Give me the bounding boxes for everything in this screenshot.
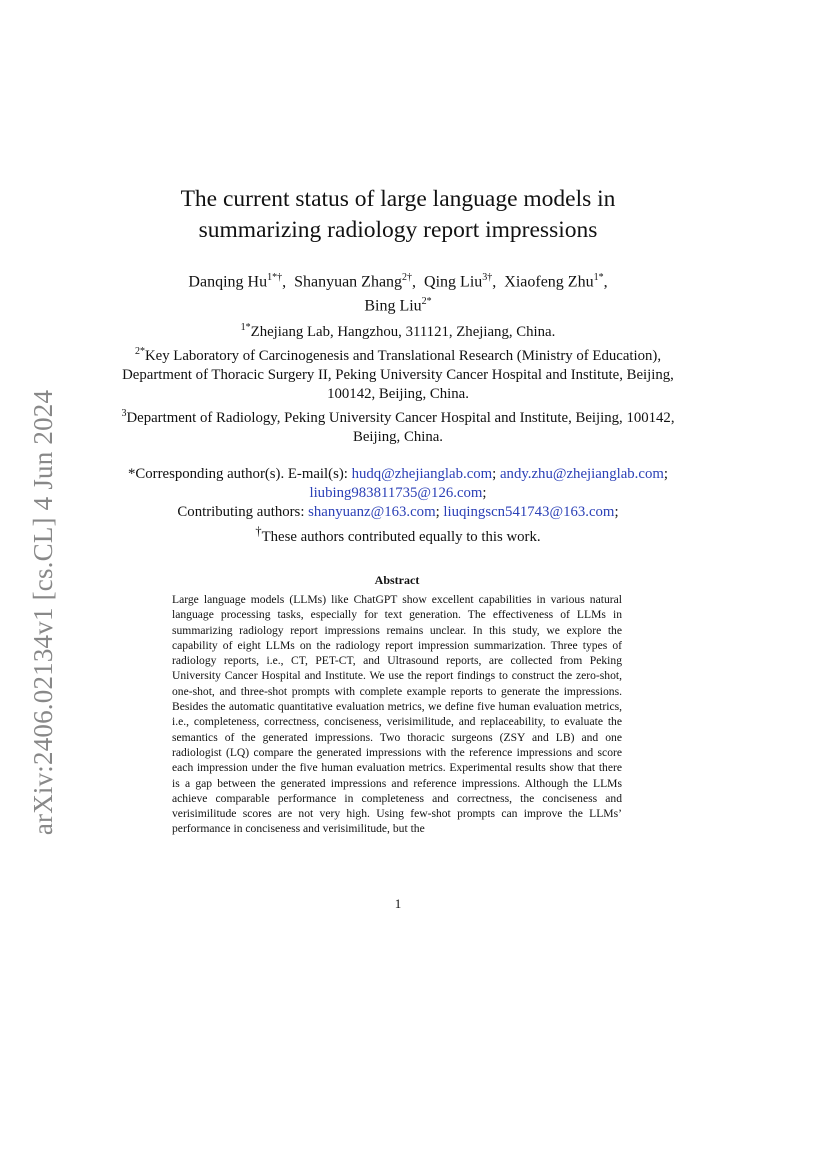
author-list: Danqing $Hu^{1*\dagger}$, Shanyuan Zhang$^{2\dagger}$, Qing Liu$^{3\dagger}$, Xiaofeng Zhu$^{1*}$, Bing Liu$^{2*}$ (188, 272, 608, 315)
affiliation-text: Key Laboratory of Carcinogenesis and Translational Research (Ministry of Education), Department of Thoracic Surgery II, Peking University Cancer Hospital and Institute, Beijing, 100142, Beijing, China. (122, 347, 674, 402)
email-link[interactable]: liuqingscn541743@163.com (443, 504, 615, 520)
affiliation-list (120, 318, 676, 447)
abstract-body: Large language models (LLMs) like ChatGPT show excellent capabilities in various natural language processing tasks, especially for text generation. The effectiveness of LLMs in summarizing radiology report impressions remains unclear. In this study, we explore the capability of eight LLMs on the radiology report impression summarization. Three types of radiology reports, i.e., CT, PET-CT, and Ultrasound reports, are collected from Peking University Cancer Hospital and Institute. We use the report findings to construct the zero-shot, one-shot, and three-shot prompts with complete example reports to generate the impressions. Besides the automatic quantitative evaluation metrics, we define five human evaluation metrics, i.e., completeness, correctness, conciseness, verisimilitude, and replaceability, to evaluate the semantics of the generated impressions. Two thoracic surgeons (ZSY and LB) and one radiologist (LQ) compare the generated impressions with the reference impressions and score each impression under the five human evaluation metrics. Experimental results show that there is a gap between the generated impressions and reference impressions. Although the LLMs achieve comparable performance in completeness and correctness, the conciseness and verisimilitude scores are not very high. Using few-shot prompts can improve the LLMs’ performance in conciseness and verisimilitude, but the (172, 593, 622, 836)
author-name: Bing Liu (364, 297, 422, 315)
author-name: Qing Liu (424, 273, 483, 291)
affiliation (120, 404, 676, 447)
arxiv-identifier-stamp (22, 378, 66, 846)
abstract-heading: Abstract (374, 573, 420, 587)
affiliation (120, 318, 676, 342)
email-link[interactable]: andy.zhu@zhejianglab.com (499, 466, 664, 482)
author-mark: 1*† (267, 272, 283, 283)
affiliation-text: Zhejiang Lab, Hangzhou, 311121, Zhejiang, China. (250, 323, 556, 340)
author-name: Shanyuan Zhang (294, 273, 403, 291)
paper-title: The current status of large language models in summarizing radiology report impressions (180, 186, 616, 243)
correspondence-block (120, 465, 676, 547)
corresponding-label: *Corresponding author(s). E-mail(s): (128, 466, 348, 482)
contributing-label: Contributing authors: (177, 504, 305, 520)
equal-contribution-note (120, 522, 676, 547)
email-link[interactable]: shanyuanz@163.com (308, 504, 436, 520)
arxiv-identifier-text: arXiv:2406.02134v1 [cs.CL] 4 Jun 2024 (28, 389, 59, 835)
author-mark: 2* (421, 296, 432, 308)
email-link[interactable]: liubing983811735@126.com (309, 485, 483, 501)
corresponding-line: *Corresponding author(s). E-mail(s): hudq@zhejianglab.com; andy.zhu@zhejianglab.com; liubing983811735@126.com; (128, 466, 668, 501)
affiliation-text: Department of Radiology, Peking University Cancer Hospital and Institute, Beijing, 100142, Beijing, China. (126, 409, 675, 445)
author-mark: 1* (593, 272, 604, 283)
contributing-line: Contributing authors: shanyuanz@163.com; liuqingscn541743@163.com; (177, 504, 619, 520)
equal-contribution-text: These authors contributed equally to this work. (261, 528, 541, 545)
affiliation-mark: 1* (240, 322, 251, 333)
author-name: Danqing Hu (188, 273, 268, 291)
affiliation (120, 342, 676, 404)
author-name: Xiaofeng Zhu (504, 273, 594, 291)
dagger-mark: † (255, 524, 262, 538)
author-mark: 2† (402, 272, 413, 283)
author-mark: 3† (482, 272, 493, 283)
affiliation-mark: 3 (121, 407, 127, 419)
page-number: 1 (394, 896, 402, 911)
email-link[interactable]: hudq@zhejianglab.com (351, 466, 493, 482)
affiliation-mark: 2* (134, 345, 145, 357)
